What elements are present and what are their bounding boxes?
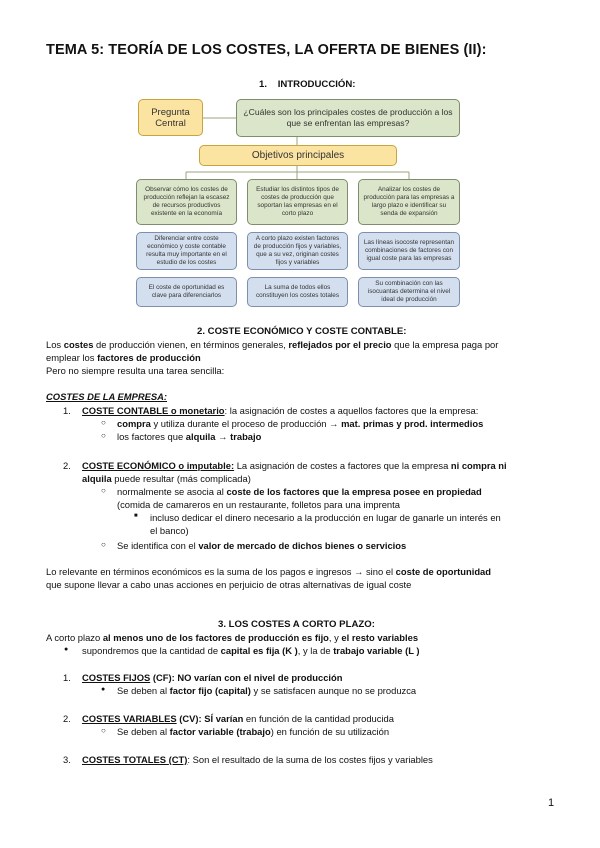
paragraph-costes: Los costes de producción vienen, en términos generales, reflejados por el precio que la empresa paga por bbox=[46, 339, 499, 350]
paragraph-oportunidad: Lo relevante en términos económicos es la suma de los pagos e ingresos → sino el coste de oportunidad bbox=[46, 566, 491, 577]
coste-economico-item: COSTE ECONÓMICO o imputable: La asignación de costes a factores que la empresa ni compra ni bbox=[82, 460, 507, 471]
objective-box-3: Analizar los costes de producción para las empresas a largo plazo e identificar su senda de expansión bbox=[358, 179, 460, 225]
costes-totales-item: COSTES TOTALES (CT): Son el resultado de la suma de los costes fijos y variables bbox=[82, 754, 433, 765]
circle-bullet-icon: ○ bbox=[101, 486, 106, 495]
detail-box-5: La suma de todos ellos constituyen los costes totales bbox=[247, 277, 348, 307]
list-number: 1. bbox=[63, 405, 71, 416]
section-1-heading: 1. INTRODUCCIÓN: bbox=[259, 79, 356, 90]
circle-bullet-icon: ○ bbox=[101, 540, 106, 549]
circle-bullet-icon: ○ bbox=[101, 431, 106, 440]
detail-box-3: Las líneas isocoste representan combinaciones de factores con igual coste para las empresas bbox=[358, 232, 460, 270]
coste-contable-item: COSTE CONTABLE o monetario: la asignación de costes a aquellos factores que la empresa: bbox=[82, 405, 479, 416]
detail-box-4: El coste de oportunidad es clave para diferenciarlos bbox=[136, 277, 237, 307]
list-item-continuation: (comida de camareros en un restaurante, folletos para una imprenta bbox=[117, 499, 400, 510]
list-item: normalmente se asocia al coste de los factores que la empresa posee en propiedad bbox=[117, 486, 482, 497]
detail-box-2: A corto plazo existen factores de producción fijos y variables, que a su vez, originan costes fijos y variables bbox=[247, 232, 348, 270]
list-item: Se deben al factor variable (trabajo) en función de su utilización bbox=[117, 726, 390, 737]
list-number: 2. bbox=[63, 460, 71, 471]
list-number: 2. bbox=[63, 713, 71, 724]
objectives-box: Objetivos principales bbox=[199, 145, 397, 166]
dot-bullet-icon: ● bbox=[64, 646, 69, 653]
paragraph-oportunidad-line2: que supone llevar a cabo unas acciones en perjuicio de otras alternativas de igual coste bbox=[46, 579, 412, 590]
paragraph-costes-line2: emplear los factores de producción bbox=[46, 352, 201, 363]
section-2-heading: 2. COSTE ECONÓMICO Y COSTE CONTABLE: bbox=[197, 326, 407, 337]
page-title: TEMA 5: TEORÍA DE LOS COSTES, LA OFERTA DE BIENES (II): bbox=[46, 42, 487, 58]
detail-box-1: Diferenciar entre coste económico y coste contable resulta muy importante en el estudio de los costes bbox=[136, 232, 237, 270]
coste-economico-line2: alquila puede resultar (más complicada) bbox=[82, 473, 251, 484]
list-item: incluso dedicar el dinero necesario a la producción en lugar de ganarle un interés en bbox=[150, 512, 501, 523]
costes-variables-item: COSTES VARIABLES (CV): SÍ varían en función de la cantidad producida bbox=[82, 713, 394, 724]
costes-empresa-heading: COSTES DE LA EMPRESA: bbox=[46, 391, 168, 402]
paragraph-not-simple: Pero no siempre resulta una tarea sencilla: bbox=[46, 365, 225, 376]
costes-fijos-item: COSTES FIJOS (CF): NO varían con el nivel de producción bbox=[82, 672, 343, 683]
list-item-continuation: el banco) bbox=[150, 525, 189, 536]
detail-box-6: Su combinación con las isocuantas determina el nivel ideal de producción bbox=[358, 277, 460, 307]
square-bullet-icon: ■ bbox=[134, 513, 138, 519]
objective-box-2: Estudiar los distintos tipos de costes de producción que soportan las empresas en el corto plazo bbox=[247, 179, 348, 225]
list-number: 1. bbox=[63, 672, 71, 683]
question-box: Pregunta Central bbox=[138, 99, 203, 136]
paragraph-corto-plazo: A corto plazo al menos uno de los factores de producción es fijo, y el resto variables bbox=[46, 632, 419, 643]
list-number: 3. bbox=[63, 754, 71, 765]
objective-box-1: Observar cómo los costes de producción reflejan la escasez de recursos productivos existente en la economía bbox=[136, 179, 237, 225]
page-number: 1 bbox=[548, 797, 555, 809]
list-item: supondremos que la cantidad de capital es fija (K ), y la de trabajo variable (L ) bbox=[82, 645, 420, 656]
question-text-box: ¿Cuáles son los principales costes de producción a los que se enfrentan las empresas? bbox=[236, 99, 460, 137]
section-3-heading: 3. LOS COSTES A CORTO PLAZO: bbox=[218, 619, 375, 630]
list-item: Se deben al factor fijo (capital) y se satisfacen aunque no se produzca bbox=[117, 685, 417, 696]
dot-bullet-icon: ● bbox=[101, 686, 106, 693]
circle-bullet-icon: ○ bbox=[101, 418, 106, 427]
list-item: Se identifica con el valor de mercado de dichos bienes o servicios bbox=[117, 540, 407, 551]
list-item: compra y utiliza durante el proceso de producción → mat. primas y prod. intermedios bbox=[117, 418, 484, 429]
list-item: los factores que alquila → trabajo bbox=[117, 431, 262, 442]
circle-bullet-icon: ○ bbox=[101, 726, 106, 735]
